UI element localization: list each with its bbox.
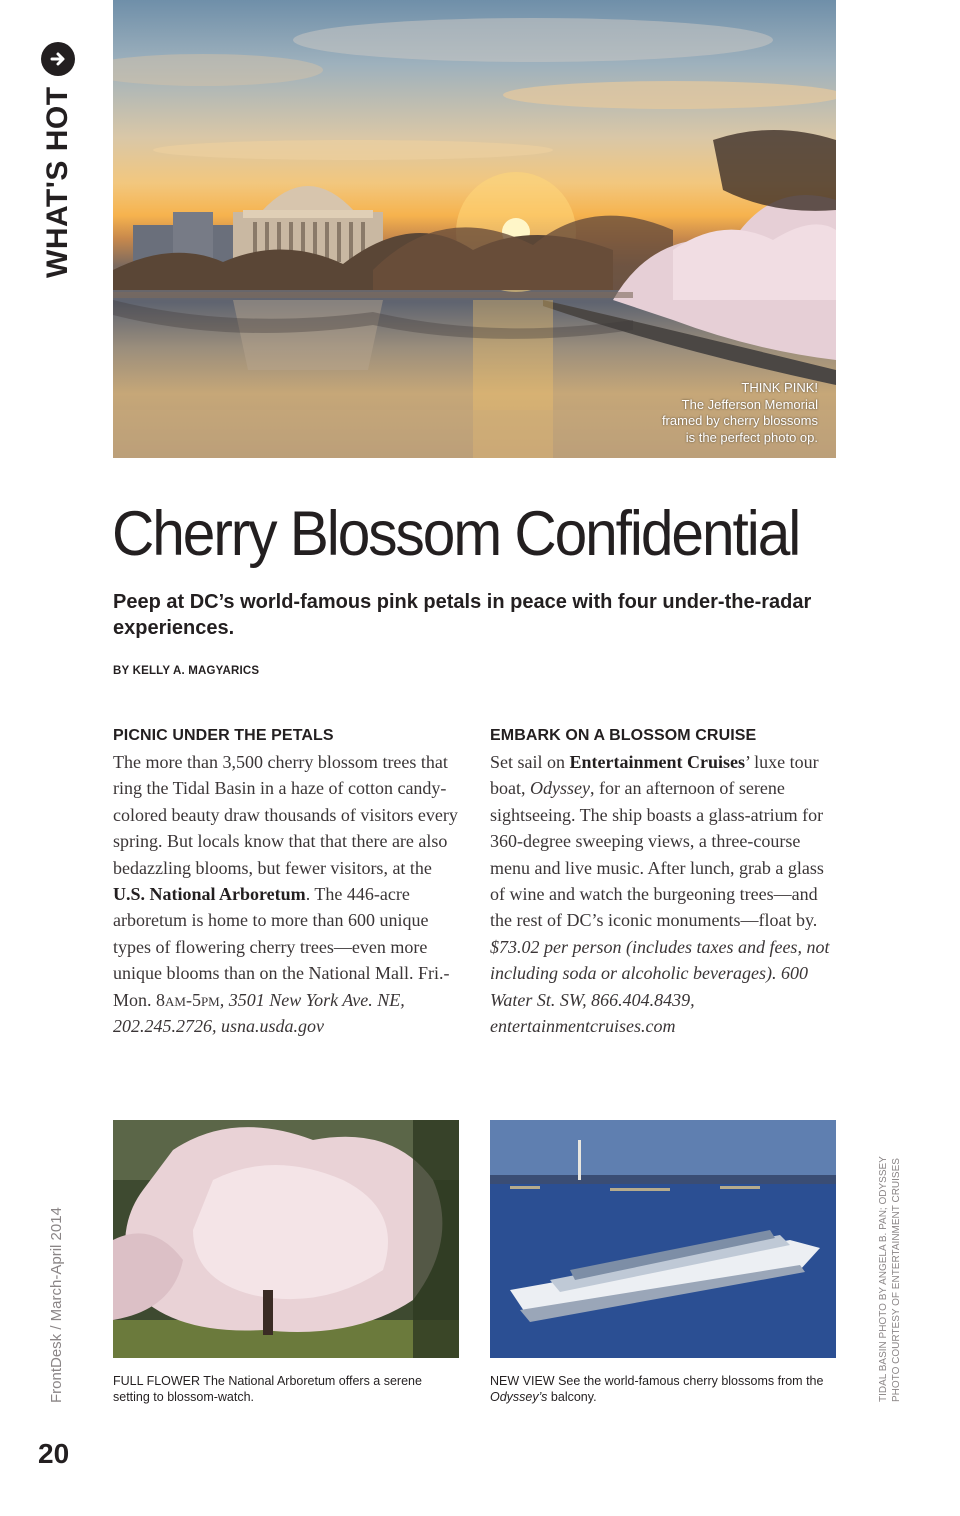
photo-credits: [878, 1142, 903, 1402]
hero-caption-line: framed by cherry blossoms: [661, 413, 818, 428]
hero-caption-line: is the perfect photo op.: [685, 429, 818, 445]
article-title: Cherry Blossom Confidential: [112, 499, 800, 569]
credit-line: TIDAL BASIN PHOTO BY ANGELA B. PAN; ODYSSEY: [878, 1156, 889, 1402]
body-text: The more than 3,500 cherry blossom trees that ring the Tidal Basin in a haze of cotton candy-colored beauty draw thousands of visitors every spring. But locals know that that there are also bedazzling blooms, but fewer visitors, at the: [113, 752, 458, 878]
company-name: Entertainment Cruises: [569, 752, 745, 772]
page-number: 20: [38, 1438, 70, 1469]
column-cruise: [490, 724, 838, 1039]
hero-caption-kicker: THINK PINK!: [741, 380, 818, 395]
body-text: , for an afternoon of serene sightseeing. The ship boasts a glass-atrium for 360-degree sweeping views, a three-course menu and live music. After lunch, grab a glass of wine and watch the burgeoning trees—and the rest of DC’s iconic monuments—float by.: [490, 778, 824, 931]
credit-line: PHOTO COURTESY OF ENTERTAINMENT CRUISES: [890, 1158, 902, 1402]
arboretum-photo: [113, 1120, 459, 1358]
hero-photo: [113, 0, 836, 458]
arrow-right-circle-icon: [41, 42, 75, 76]
article-dek: Peep at DC’s world-famous pink petals in peace with four under-the-radar experiences.: [113, 591, 812, 639]
caption-text: See the world-famous cherry blossoms from the: [554, 1374, 824, 1388]
column-heading: PICNIC UNDER THE PETALS: [113, 727, 334, 744]
caption-text: balcony.: [547, 1390, 597, 1404]
cruise-caption: [490, 1373, 830, 1405]
boat-name: Odyssey: [530, 778, 590, 799]
cruise-details: $73.02 per person (includes taxes and fees, not including soda or alcoholic beverages). 600 Water St. SW, 866.404.8439, entertainmentcruises.com: [490, 936, 830, 1037]
folio-line: FrontDesk / March-April 2014: [48, 1207, 65, 1403]
hero-caption-line: The Jefferson Memorial: [681, 396, 818, 412]
article-byline: BY KELLY A. MAGYARICS: [113, 665, 260, 677]
column-body: [490, 749, 838, 1039]
column-heading: EMBARK ON A BLOSSOM CRUISE: [490, 727, 757, 744]
arboretum-caption: [113, 1373, 453, 1405]
body-text: ’ luxe tour boat,: [490, 752, 819, 799]
hours-text: 8am-5pm: [156, 989, 220, 1010]
body-text: . The 446-acre arboretum is home to more than 600 unique types of flowering cherry trees—even more unique blooms than on the National Mall. Fri.-Mon.: [113, 884, 450, 1010]
caption-kicker: NEW VIEW: [490, 1374, 555, 1388]
section-label: WHAT'S HOT: [41, 86, 74, 278]
column-body: [113, 749, 461, 1039]
venue-details: , 3501 New York Ave. NE, 202.245.2726, usna.usda.gov: [113, 989, 405, 1037]
caption-text: The National Arboretum offers a serene setting to blossom-watch.: [113, 1374, 422, 1404]
caption-kicker: FULL FLOWER: [113, 1374, 201, 1388]
cruise-photo: [490, 1120, 836, 1358]
column-picnic: [113, 724, 461, 1039]
hero-caption: [662, 380, 818, 446]
caption-boat-name: Odyssey’s: [490, 1390, 548, 1404]
section-tab: [40, 38, 76, 278]
body-text: Set sail on: [490, 752, 570, 772]
venue-name: U.S. National Arboretum: [113, 884, 306, 905]
